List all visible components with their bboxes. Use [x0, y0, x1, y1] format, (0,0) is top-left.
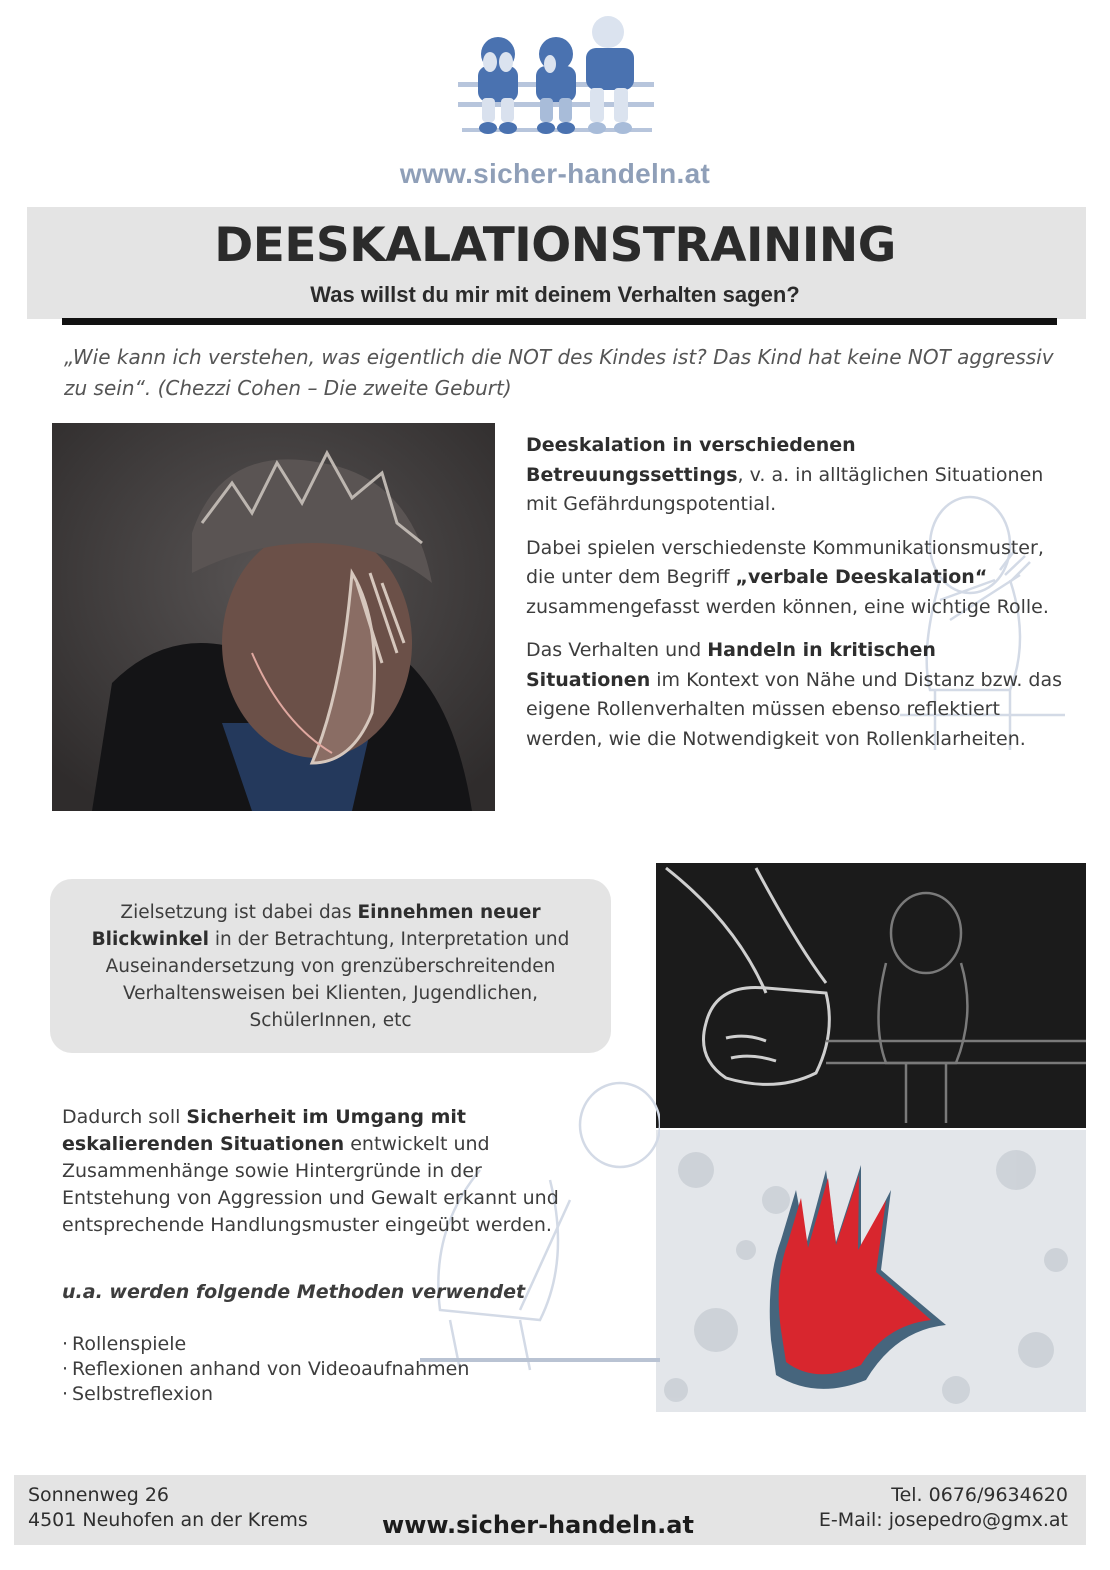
- footer-city: 4501 Neuhofen an der Krems: [28, 1509, 308, 1531]
- footer-contact: [819, 1483, 1068, 1533]
- photo-fist-child: [656, 863, 1086, 1128]
- footer-phone[interactable]: Tel. 0676/9634620: [891, 1484, 1068, 1506]
- footer-url-link[interactable]: www.sicher-handeln.at: [382, 1511, 694, 1539]
- intro-text: [526, 431, 1066, 768]
- page-title: DEESKALATIONSTRAINING: [214, 218, 896, 273]
- footer-email[interactable]: E-Mail: josepedro@gmx.at: [818, 1509, 1068, 1531]
- page-subtitle: Was willst du mir mit deinem Verhalten sagen?: [310, 282, 800, 307]
- intro-paragraph-2: Dabei spielen verschiedenste Kommunikationsmuster, die unter dem Begriff „verbale Deeskalation“ zusammengefasst werden können, eine wichtige Rolle.: [526, 536, 1049, 618]
- photo-stressed-man: [52, 423, 495, 811]
- methods-heading: u.a. werden folgende Methoden verwendet: [62, 1281, 526, 1303]
- title-divider: [62, 318, 1057, 325]
- methods-list: [62, 1332, 469, 1407]
- intro-paragraph-3: Das Verhalten und Handeln in kritischen Situationen im Kontext von Nähe und Distanz bzw. das eigene Rollenverhalten müssen ebenso reflektiert werden, wie die Notwendigkeit von Rollenklarheiten.: [526, 639, 1063, 750]
- goal-box: Zielsetzung ist dabei das Einnehmen neuer Blickwinkel in der Betrachtung, Interpretation und Auseinandersetzung von grenzüberschreitenden Verhaltensweisen bei Klienten, Jugendlichen, SchülerInnen, etc: [50, 879, 611, 1053]
- list-item: · Rollenspiele: [62, 1332, 469, 1357]
- safety-paragraph: Dadurch soll Sicherheit im Umgang mit eskalierenden Situationen entwickelt und Zusammenhänge sowie Hintergründe in der Entstehung von Aggression und Gewalt erkannt und entsprechende Handlungsmuster eingeübt werden.: [62, 1106, 559, 1236]
- intro-paragraph-1: Deeskalation in verschiedenen Betreuungssettings, v. a. in alltäglichen Situationen mit Gefährdungspotential.: [526, 434, 1044, 515]
- list-item: · Selbstreflexion: [62, 1382, 469, 1407]
- logo: [440, 10, 680, 145]
- footer-street: Sonnenweg 26: [28, 1484, 170, 1506]
- intro-quote: „Wie kann ich verstehen, was eigentlich die NOT des Kindes ist? Das Kind hat keine NOT aggressiv zu sein“. (Chezzi Cohen – Die zweite Geburt): [64, 345, 1054, 400]
- photo-red-handprint: [656, 1130, 1086, 1412]
- list-item: · Reflexionen anhand von Videoaufnahmen: [62, 1357, 469, 1382]
- logo-url: www.sicher-handeln.at: [399, 158, 711, 189]
